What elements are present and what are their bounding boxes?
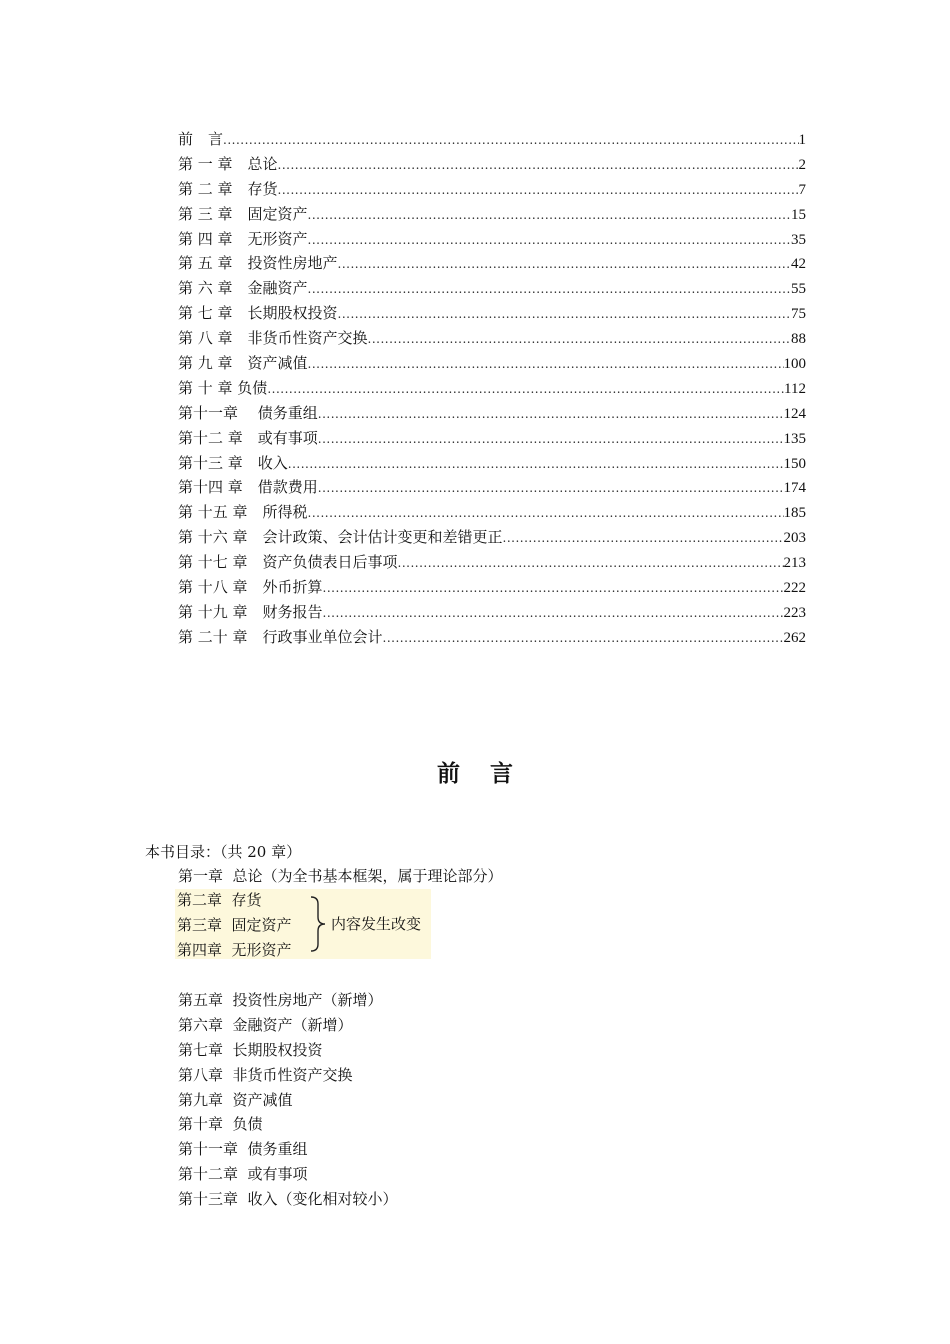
toc-entry[interactable] bbox=[178, 575, 806, 600]
toc-entry-page: 174 bbox=[783, 480, 806, 497]
toc-entry[interactable] bbox=[178, 127, 806, 152]
toc-entry-page: 185 bbox=[783, 505, 806, 522]
toc-entry[interactable] bbox=[178, 227, 806, 252]
toc-entry-page: 222 bbox=[783, 580, 806, 597]
toc-leader-dots bbox=[267, 377, 784, 402]
toc-entry-page: 213 bbox=[783, 555, 806, 572]
toc-entry-page: 2 bbox=[798, 156, 806, 173]
toc-entry-label: 第 九 章 资产减值 bbox=[178, 354, 308, 373]
toc-leader-dots bbox=[318, 476, 784, 501]
toc-leader-dots bbox=[338, 252, 791, 277]
toc-leader-dots bbox=[308, 203, 791, 228]
toc-entry-page: 42 bbox=[791, 256, 806, 273]
toc-entry-label: 第 三 章 固定资产 bbox=[178, 204, 308, 223]
toc-entry-page: 15 bbox=[791, 206, 806, 223]
toc-entry[interactable] bbox=[178, 625, 806, 650]
toc-entry-label: 第 七 章 长期股权投资 bbox=[178, 304, 338, 323]
right-brace-icon bbox=[309, 896, 329, 952]
changed-chapters-highlight bbox=[175, 889, 431, 959]
toc-entry-label: 第 十五 章 所得税 bbox=[178, 503, 308, 522]
preface-chapter-item: 第十三章 收入（变化相对较小） bbox=[178, 1190, 398, 1209]
toc-entry-label: 第 四 章 无形资产 bbox=[178, 229, 308, 248]
preface-chapter-item: 第十一章 债务重组 bbox=[178, 1140, 308, 1159]
toc-leader-dots bbox=[308, 228, 791, 253]
toc-entry-page: 124 bbox=[783, 405, 806, 422]
toc-entry-label: 第十一章 债务重组 bbox=[178, 403, 318, 422]
toc-entry-label: 第 八 章 非货币性资产交换 bbox=[178, 329, 368, 348]
preface-chapter-item: 第十章 负债 bbox=[178, 1115, 263, 1134]
toc-entry-page: 88 bbox=[791, 331, 806, 348]
toc-entry-page: 100 bbox=[783, 356, 806, 373]
toc-leader-dots bbox=[368, 327, 791, 352]
preface-chapter-item: 第一章 总论（为全书基本框架，属于理论部分） bbox=[178, 867, 503, 885]
toc-entry[interactable] bbox=[178, 426, 806, 451]
toc-entry[interactable] bbox=[178, 401, 806, 426]
toc-entry-page: 150 bbox=[783, 455, 806, 472]
toc-leader-dots bbox=[318, 427, 784, 452]
toc-entry-page: 7 bbox=[798, 181, 806, 198]
preface-chapter-item: 第六章 金融资产（新增） bbox=[178, 1015, 353, 1034]
toc-leader-dots bbox=[278, 153, 799, 178]
preface-intro: 本书目录：（共 20 章） bbox=[145, 843, 302, 861]
toc-leader-dots bbox=[323, 576, 784, 601]
toc-leader-dots bbox=[323, 601, 784, 626]
toc-entry[interactable] bbox=[178, 177, 806, 202]
toc-entry-page: 35 bbox=[791, 231, 806, 248]
toc-entry-page: 135 bbox=[783, 430, 806, 447]
toc-leader-dots bbox=[308, 352, 784, 377]
toc-entry-page: 55 bbox=[791, 281, 806, 298]
table-of-contents bbox=[178, 127, 806, 650]
preface-chapter-item: 第七章 长期股权投资 bbox=[178, 1040, 323, 1059]
preface-title: 前言 bbox=[437, 761, 543, 787]
toc-leader-dots bbox=[308, 501, 784, 526]
toc-entry[interactable] bbox=[178, 251, 806, 276]
toc-entry[interactable] bbox=[178, 451, 806, 476]
toc-entry[interactable] bbox=[178, 326, 806, 351]
toc-entry-label: 第 十六 章 会计政策、会计估计变更和差错更正 bbox=[178, 528, 503, 547]
toc-leader-dots bbox=[383, 626, 784, 651]
toc-leader-dots bbox=[308, 277, 791, 302]
toc-entry-label: 第十二 章 或有事项 bbox=[178, 428, 318, 447]
toc-entry[interactable] bbox=[178, 301, 806, 326]
toc-entry[interactable] bbox=[178, 475, 806, 500]
toc-entry[interactable] bbox=[178, 600, 806, 625]
toc-leader-dots bbox=[288, 452, 784, 477]
toc-leader-dots bbox=[278, 178, 799, 203]
toc-entry-label: 第十四 章 借款费用 bbox=[178, 478, 318, 497]
toc-entry-label: 第 十 章 负债 bbox=[178, 378, 268, 397]
preface-chapter-item: 第九章 资产减值 bbox=[178, 1090, 293, 1109]
preface-chapter-list bbox=[178, 988, 398, 1212]
toc-entry[interactable] bbox=[178, 152, 806, 177]
toc-leader-dots bbox=[223, 128, 798, 153]
preface-chapter-item: 第八章 非货币性资产交换 bbox=[178, 1065, 353, 1084]
toc-entry-label: 第 六 章 金融资产 bbox=[178, 279, 308, 298]
toc-entry-label: 第 二十 章 行政事业单位会计 bbox=[178, 627, 383, 646]
toc-entry[interactable] bbox=[178, 202, 806, 227]
preface-chapter-item: 第十二章 或有事项 bbox=[178, 1165, 308, 1184]
toc-entry-page: 1 bbox=[798, 132, 806, 148]
toc-entry-page: 262 bbox=[783, 629, 806, 646]
toc-leader-dots bbox=[398, 551, 784, 576]
toc-entry-label: 第 十七 章 资产负债表日后事项 bbox=[178, 553, 398, 572]
toc-entry-label: 第 五 章 投资性房地产 bbox=[178, 254, 338, 273]
toc-entry-page: 112 bbox=[784, 380, 806, 397]
toc-entry-label: 第 二 章 存货 bbox=[178, 179, 278, 198]
toc-entry[interactable] bbox=[178, 276, 806, 301]
toc-entry-label: 第 一 章 总论 bbox=[178, 154, 278, 173]
changed-chapter-item: 第四章 无形资产 bbox=[177, 941, 292, 959]
toc-entry[interactable] bbox=[178, 376, 806, 401]
toc-entry-label: 第十三 章 收入 bbox=[178, 453, 288, 472]
toc-entry-page: 203 bbox=[783, 530, 806, 547]
changed-chapters-note: 内容发生改变 bbox=[331, 915, 422, 933]
toc-entry-label: 第 十八 章 外币折算 bbox=[178, 578, 323, 597]
toc-leader-dots bbox=[318, 402, 784, 427]
toc-entry-page: 223 bbox=[783, 604, 806, 621]
toc-entry-page: 75 bbox=[791, 306, 806, 323]
toc-entry-label: 前 言 bbox=[178, 130, 224, 148]
toc-entry[interactable] bbox=[178, 351, 806, 376]
toc-leader-dots bbox=[503, 526, 784, 551]
toc-entry[interactable] bbox=[178, 550, 806, 575]
changed-chapter-item: 第二章 存货 bbox=[177, 891, 262, 909]
toc-entry[interactable] bbox=[178, 500, 806, 525]
preface-chapter-item: 第五章 投资性房地产（新增） bbox=[178, 991, 383, 1009]
toc-entry-label: 第 十九 章 财务报告 bbox=[178, 602, 323, 621]
changed-chapter-item: 第三章 固定资产 bbox=[177, 916, 292, 934]
toc-leader-dots bbox=[338, 302, 791, 327]
toc-entry[interactable] bbox=[178, 525, 806, 550]
